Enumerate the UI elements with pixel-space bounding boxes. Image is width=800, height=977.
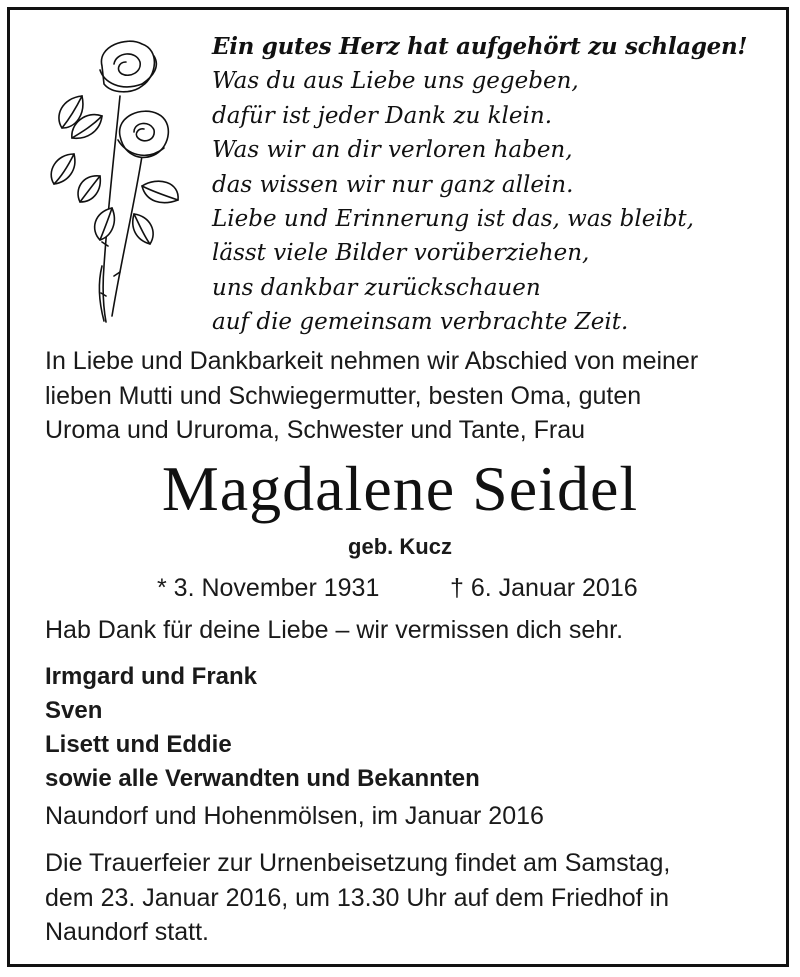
funeral-line: dem 23. Januar 2016, um 13.30 Uhr auf dem Friedhof in (45, 883, 669, 912)
poem-line: lässt viele Bilder vorüberziehen, (212, 240, 590, 267)
intro-line: Uroma und Ururoma, Schwester und Tante, Frau (45, 416, 586, 444)
death-date: † 6. Januar 2016 (450, 574, 638, 602)
poem-line: Was wir an dir verloren haben, (212, 137, 573, 164)
intro-line: lieben Mutti und Schwiegermutter, besten Oma, guten (45, 381, 642, 410)
place-date: Naundorf und Hohenmölsen, im Januar 2016 (45, 802, 544, 830)
thanks-line: Hab Dank für deine Liebe – wir vermissen dich sehr. (45, 616, 624, 644)
intro-line: In Liebe und Dankbarkeit nehmen wir Abschied von meiner (45, 347, 699, 375)
funeral-line: Naundorf statt. (45, 918, 209, 946)
poem-line: uns dankbar zurückschauen (212, 274, 541, 301)
poem-line: das wissen wir nur ganz allein. (212, 171, 574, 198)
birth-date: * 3. November 1931 (157, 574, 380, 602)
family-member: sowie alle Verwandten und Bekannten (45, 765, 480, 792)
birth-name: geb. Kucz (348, 534, 452, 559)
family-member: Lisett und Eddie (45, 731, 232, 758)
family-member: Sven (45, 697, 103, 724)
roses-illustration-icon (42, 36, 192, 326)
funeral-line: Die Trauerfeier zur Urnenbeisetzung findet am Samstag, (45, 849, 671, 877)
poem (212, 30, 782, 340)
deceased-name: Magdalene Seidel (161, 453, 639, 524)
family-list (45, 660, 480, 796)
family-member: Irmgard und Frank (45, 663, 258, 690)
poem-line: dafür ist jeder Dank zu klein. (212, 102, 553, 129)
poem-headline: Ein gutes Herz hat aufgehört zu schlagen! (212, 33, 748, 60)
intro-text (45, 344, 775, 448)
poem-line: Liebe und Erinnerung ist das, was bleibt, (212, 206, 694, 233)
poem-line: auf die gemeinsam verbrachte Zeit. (212, 309, 629, 336)
funeral-info (45, 846, 775, 950)
poem-line: Was du aus Liebe uns gegeben, (212, 68, 579, 95)
